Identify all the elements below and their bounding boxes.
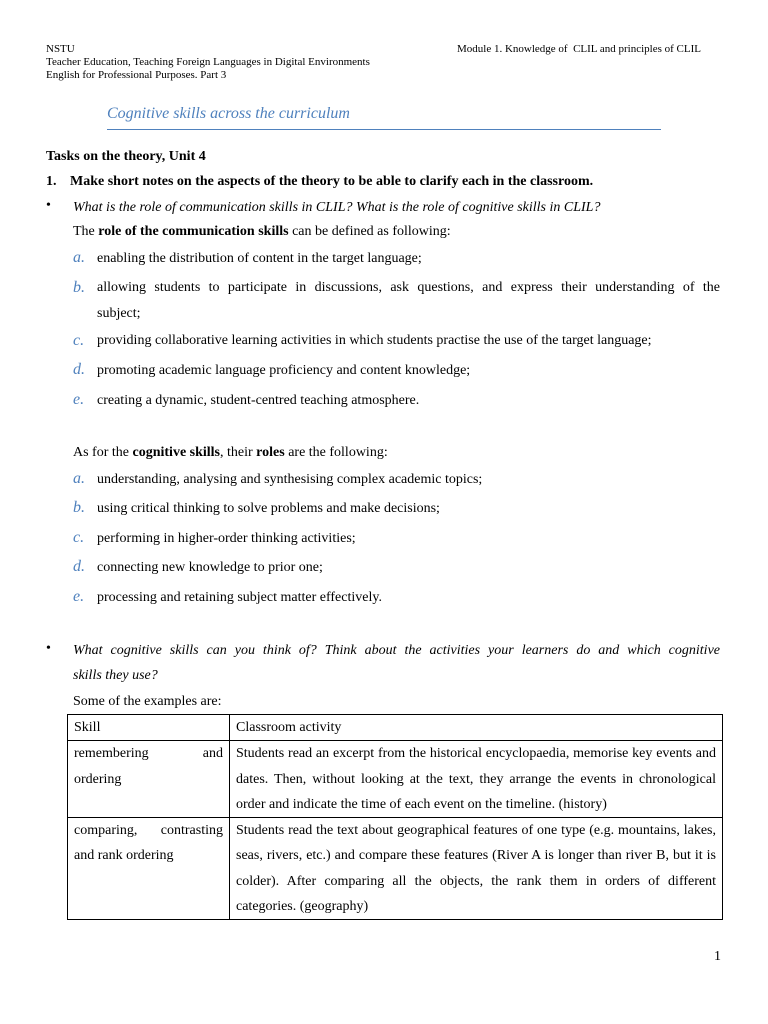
list-marker: d. <box>73 361 85 378</box>
list-marker: e. <box>73 391 85 408</box>
table-cell-activity: Students read the text about geographical features of one type (e.g. mountains, lakes, seas, rivers, etc.) and compare these features (River A is longer than river B, but it is colder). After comparing all the objects, the rank them in orders of different categories. (geography) <box>230 818 723 920</box>
skills-table <box>67 714 723 920</box>
task-number: 1. <box>46 174 57 189</box>
list-item: connecting new knowledge to prior one; <box>97 560 323 575</box>
question-2: What cognitive skills can you think of? Think about the activities your learners do and which cognitive <box>73 643 720 658</box>
table-cell-skill: remembering and ordering <box>68 741 230 818</box>
list-item: performing in higher-order thinking activities; <box>97 531 356 546</box>
list-item: providing collaborative learning activities in which students practise the use of the target language; <box>97 333 652 348</box>
list-item: enabling the distribution of content in the target language; <box>97 251 422 266</box>
table-cell-skill: comparing, contrasting and rank ordering <box>68 818 230 920</box>
list-marker: e. <box>73 588 85 605</box>
table-row <box>68 741 723 818</box>
page-title: Cognitive skills across the curriculum <box>107 105 350 122</box>
list-item: promoting academic language proficiency and content knowledge; <box>97 363 471 378</box>
list-marker: a. <box>73 249 85 266</box>
list-item: understanding, analysing and synthesising complex academic topics; <box>97 472 483 487</box>
table-header-row <box>68 715 723 741</box>
list-item: allowing students to participate in discussions, ask questions, and express their understanding of the <box>97 280 720 295</box>
cog-intro: As for the cognitive skills, their roles are the following: <box>73 445 388 460</box>
task-text: Make short notes on the aspects of the theory to be able to clarify each in the classroom. <box>70 174 594 189</box>
table-header-skill: Skill <box>68 715 230 741</box>
list-marker: d. <box>73 558 85 575</box>
bullet-icon: • <box>46 198 51 213</box>
page-number: 1 <box>714 949 721 964</box>
header-part: English for Professional Purposes. Part 3 <box>46 69 227 81</box>
header-course: Teacher Education, Teaching Foreign Languages in Digital Environments <box>46 56 370 68</box>
list-item: processing and retaining subject matter effectively. <box>97 590 382 605</box>
title-underline <box>107 129 661 130</box>
bullet-icon: • <box>46 641 51 656</box>
header-module: Module 1. Knowledge of CLIL and principles of CLIL <box>457 43 701 55</box>
list-marker: a. <box>73 470 85 487</box>
question-2-continued: skills they use? <box>73 668 158 683</box>
header-institution: NSTU <box>46 43 75 55</box>
comm-intro: The role of the communication skills can be defined as following: <box>73 224 451 239</box>
table-header-activity: Classroom activity <box>230 715 723 741</box>
list-marker: c. <box>73 529 85 546</box>
question-1: What is the role of communication skills in CLIL? What is the role of cognitive skills in CLIL? <box>73 200 601 215</box>
list-item-continued: subject; <box>97 306 141 321</box>
tasks-heading: Tasks on the theory, Unit 4 <box>46 149 206 164</box>
list-marker: b. <box>73 499 85 516</box>
list-item: using critical thinking to solve problems and make decisions; <box>97 501 440 516</box>
table-cell-activity: Students read an excerpt from the historical encyclopaedia, memorise key events and dates. Then, without looking at the text, they arrange the events in chronological order and indicate the time of each event on the timeline. (history) <box>230 741 723 818</box>
table-row <box>68 818 723 920</box>
examples-intro: Some of the examples are: <box>73 694 222 709</box>
list-item: creating a dynamic, student-centred teaching atmosphere. <box>97 393 420 408</box>
list-marker: c. <box>73 332 85 349</box>
list-marker: b. <box>73 279 85 296</box>
